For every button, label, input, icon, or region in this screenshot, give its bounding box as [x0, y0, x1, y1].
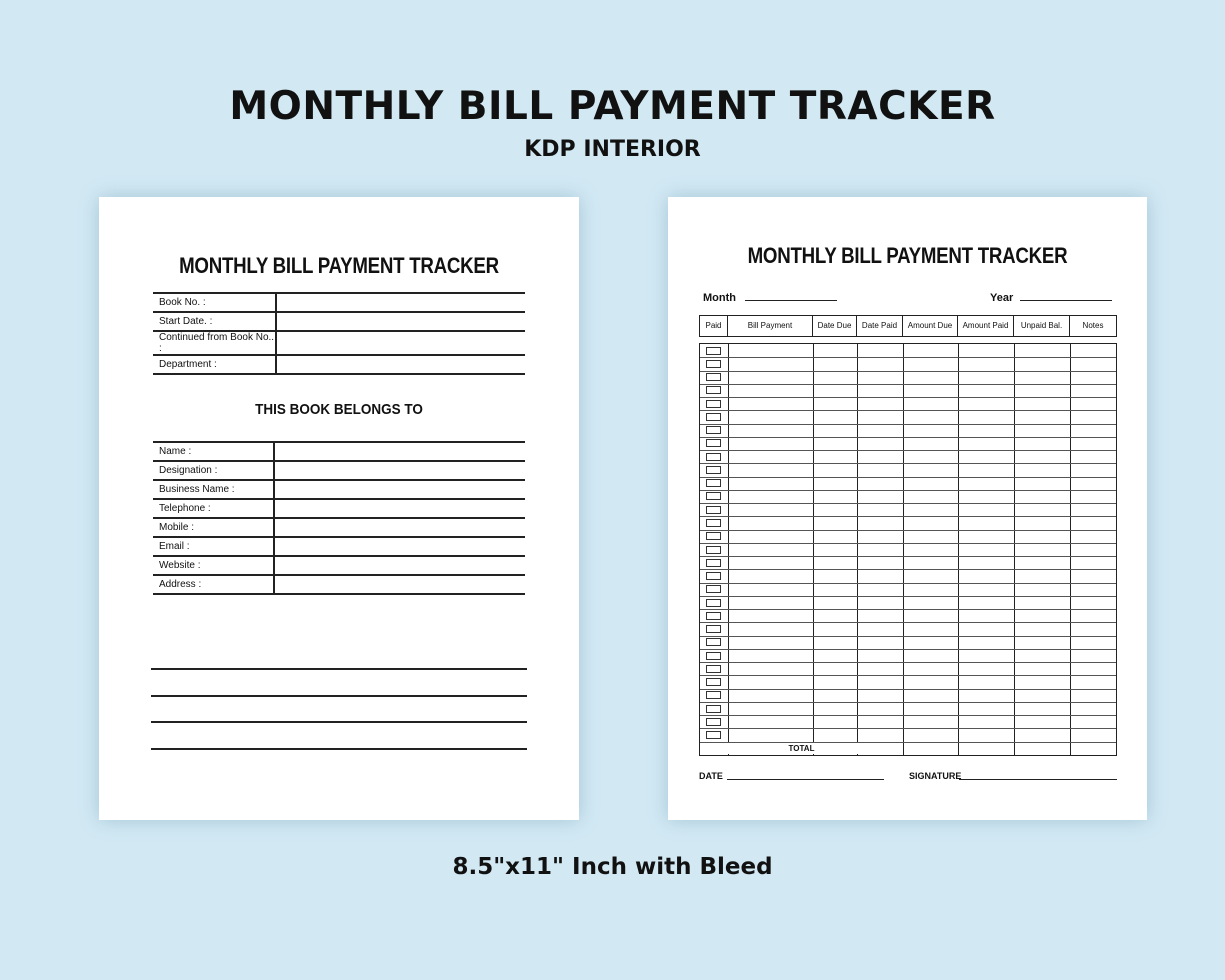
form-row	[153, 480, 525, 499]
column-header: Amount Due	[903, 316, 958, 336]
row-divider	[700, 609, 1116, 610]
date-label: DATE	[699, 771, 723, 781]
column-divider	[958, 344, 959, 755]
paid-checkbox[interactable]	[706, 599, 721, 607]
row-divider	[700, 477, 1116, 478]
row-divider	[700, 702, 1116, 703]
row-divider	[700, 503, 1116, 504]
row-divider	[700, 649, 1116, 650]
row-divider	[700, 450, 1116, 451]
column-divider	[857, 344, 858, 755]
form-row-value[interactable]	[274, 556, 525, 575]
paid-checkbox[interactable]	[706, 373, 721, 381]
form-row-label: Department :	[153, 355, 276, 374]
paid-checkbox[interactable]	[706, 652, 721, 660]
row-divider	[700, 715, 1116, 716]
column-divider	[728, 344, 729, 755]
paid-checkbox[interactable]	[706, 572, 721, 580]
tracker-table	[699, 343, 1117, 756]
form-row	[153, 442, 525, 461]
paid-checkbox[interactable]	[706, 665, 721, 673]
form-row	[153, 355, 525, 374]
size-caption: 8.5"x11" Inch with Bleed	[452, 854, 773, 880]
form-row	[153, 556, 525, 575]
row-divider	[700, 530, 1116, 531]
row-divider	[700, 437, 1116, 438]
paid-checkbox[interactable]	[706, 519, 721, 527]
paid-checkbox[interactable]	[706, 492, 721, 500]
form-row-value[interactable]	[274, 480, 525, 499]
form-row-value[interactable]	[274, 461, 525, 480]
month-line[interactable]	[745, 300, 837, 301]
row-divider	[700, 675, 1116, 676]
form-row	[153, 499, 525, 518]
paid-checkbox[interactable]	[706, 691, 721, 699]
paid-checkbox[interactable]	[706, 453, 721, 461]
form-row-label: Website :	[153, 556, 274, 575]
form-row-value[interactable]	[276, 312, 525, 331]
row-divider	[700, 463, 1116, 464]
form-row	[153, 537, 525, 556]
form-row	[153, 312, 525, 331]
column-divider	[1070, 344, 1071, 755]
form-row-label: Business Name :	[153, 480, 274, 499]
row-divider	[700, 556, 1116, 557]
paid-checkbox[interactable]	[706, 479, 721, 487]
paid-checkbox[interactable]	[706, 612, 721, 620]
form-row-label: Mobile :	[153, 518, 274, 537]
book-info-table	[153, 292, 525, 375]
paid-checkbox[interactable]	[706, 585, 721, 593]
form-row-label: Email :	[153, 537, 274, 556]
paid-checkbox[interactable]	[706, 413, 721, 421]
form-row-label: Book No. :	[153, 293, 276, 312]
column-header: Unpaid Bal.	[1014, 316, 1070, 336]
paid-checkbox[interactable]	[706, 439, 721, 447]
year-line[interactable]	[1020, 300, 1112, 301]
row-divider	[700, 490, 1116, 491]
paid-checkbox[interactable]	[706, 386, 721, 394]
note-line[interactable]	[151, 748, 527, 750]
row-divider	[700, 357, 1116, 358]
form-row-value[interactable]	[276, 331, 525, 355]
paid-checkbox[interactable]	[706, 426, 721, 434]
row-divider	[700, 543, 1116, 544]
paid-checkbox[interactable]	[706, 546, 721, 554]
row-divider	[700, 516, 1116, 517]
paid-checkbox[interactable]	[706, 506, 721, 514]
column-header: Notes	[1082, 321, 1104, 330]
column-divider	[813, 344, 814, 755]
year-label: Year	[990, 292, 1014, 304]
sub-title: KDP INTERIOR	[524, 137, 701, 162]
row-divider	[700, 384, 1116, 385]
signature-label: SIGNATURE	[909, 771, 962, 781]
paid-checkbox[interactable]	[706, 731, 721, 739]
row-divider	[700, 583, 1116, 584]
form-row-value[interactable]	[274, 518, 525, 537]
paid-checkbox[interactable]	[706, 638, 721, 646]
paid-checkbox[interactable]	[706, 718, 721, 726]
form-row-label: Address :	[153, 575, 274, 594]
form-row-value[interactable]	[274, 537, 525, 556]
row-divider	[700, 728, 1116, 729]
paid-checkbox[interactable]	[706, 400, 721, 408]
column-header: Amount Paid	[958, 316, 1014, 336]
paid-checkbox[interactable]	[706, 559, 721, 567]
column-divider	[1014, 344, 1015, 755]
form-row-value[interactable]	[274, 575, 525, 594]
form-row-label: Telephone :	[153, 499, 274, 518]
form-row	[153, 461, 525, 480]
belongs-heading: THIS BOOK BELONGS TO	[255, 401, 423, 418]
paid-checkbox[interactable]	[706, 625, 721, 633]
paid-checkbox[interactable]	[706, 705, 721, 713]
form-row-label: Designation :	[153, 461, 274, 480]
row-divider	[700, 410, 1116, 411]
month-label: Month	[703, 292, 736, 304]
note-line[interactable]	[151, 668, 527, 670]
paid-checkbox[interactable]	[706, 347, 721, 355]
left-page	[99, 197, 579, 820]
note-line[interactable]	[151, 695, 527, 697]
column-header: Date Due	[813, 316, 857, 336]
owner-info-table	[153, 441, 525, 595]
column-header: Paid	[700, 316, 728, 336]
signature-line[interactable]	[959, 779, 1117, 780]
row-divider	[700, 371, 1116, 372]
form-row-value[interactable]	[276, 293, 525, 312]
form-row-value[interactable]	[276, 355, 525, 374]
row-divider	[700, 397, 1116, 398]
paid-checkbox[interactable]	[706, 532, 721, 540]
paid-checkbox[interactable]	[706, 360, 721, 368]
form-row-value[interactable]	[274, 442, 525, 461]
left-page-title: MONTHLY BILL PAYMENT TRACKER	[179, 253, 499, 278]
right-page-title: MONTHLY BILL PAYMENT TRACKER	[747, 243, 1068, 268]
paid-checkbox[interactable]	[706, 466, 721, 474]
row-divider	[700, 622, 1116, 623]
tracker-header-row	[699, 315, 1117, 337]
column-header: Bill Payment	[728, 316, 813, 336]
row-divider	[700, 596, 1116, 597]
form-row	[153, 575, 525, 594]
date-line[interactable]	[727, 779, 884, 780]
form-row-label: Continued from Book No.. :	[153, 331, 276, 355]
row-divider	[700, 636, 1116, 637]
paid-checkbox[interactable]	[706, 678, 721, 686]
form-row-label: Start Date. :	[153, 312, 276, 331]
column-divider	[903, 344, 904, 755]
note-line[interactable]	[151, 721, 527, 723]
form-row	[153, 331, 525, 355]
row-divider	[700, 689, 1116, 690]
total-label: TOTAL	[788, 743, 815, 753]
form-row-value[interactable]	[274, 499, 525, 518]
main-title: MONTHLY BILL PAYMENT TRACKER	[229, 84, 996, 129]
row-divider	[700, 662, 1116, 663]
row-divider	[700, 424, 1116, 425]
row-divider	[700, 569, 1116, 570]
form-row-label: Name :	[153, 442, 274, 461]
form-row	[153, 518, 525, 537]
form-row	[153, 293, 525, 312]
column-header: Date Paid	[857, 316, 903, 336]
right-page	[668, 197, 1147, 820]
